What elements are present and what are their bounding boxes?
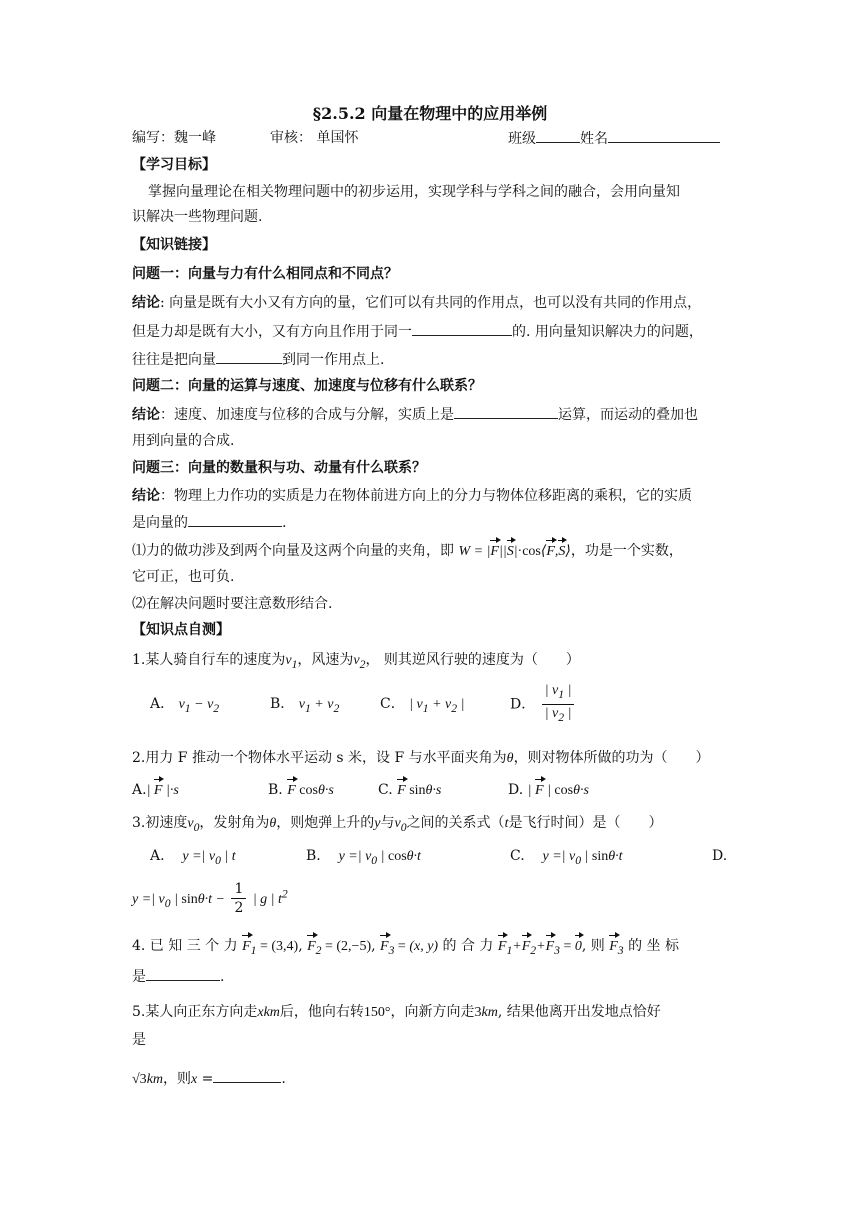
q4-text-b: 的 合 力: [442, 938, 494, 954]
author: 编写：魏一峰: [132, 130, 216, 146]
question-5-answer: √3km，则x = .: [132, 1068, 732, 1090]
q4-text-a: 4. 已 知 三 个 力: [132, 938, 238, 954]
blank-3[interactable]: [454, 404, 558, 419]
q3-text-e: 之间的关系式（: [406, 815, 505, 831]
q1-text-c: ， 则其逆风行驶的速度为（ ）: [365, 652, 580, 668]
problem3-title: 问题三：向量的数量积与功、动量有什么联系？: [132, 460, 426, 476]
q3-text-c: ，则炮弹上升的: [276, 815, 375, 831]
problem1-conclusion-2: [132, 321, 732, 342]
q3-text-f: 是飞行时间）是（ ）: [508, 815, 663, 831]
q3-text-a: 3.初速度: [132, 815, 188, 831]
option-label: C.: [378, 782, 393, 798]
goals-heading: 【学习目标】: [132, 157, 216, 173]
problem3-line1: ：物理上力作功的实质是力在物体前进方向上的分力与物体位移距离的乘积，它的实质: [160, 488, 692, 504]
option-label: C．: [380, 696, 405, 712]
class-label: 班级: [508, 131, 536, 147]
problem3-conclusion-1: [132, 486, 732, 506]
q1-option-b[interactable]: B． $v_1 + v_2$: [270, 696, 340, 715]
option-label: D．: [510, 696, 536, 713]
q3-text-d: 与: [380, 815, 395, 831]
links-heading: 【知识链接】: [132, 237, 216, 253]
q1-option-c[interactable]: C． | $v_1 + v_2$ |: [380, 696, 465, 715]
question-3: 3.初速度$v_0$，发射角为θ，则炮弹上升的y与$v_0$之间的关系式（t是飞行时间）是（ ）: [132, 815, 663, 834]
option-label: A．: [150, 696, 175, 712]
problem1-conclusion-3: [132, 349, 732, 370]
problem3-line2b: .: [282, 515, 287, 531]
q1-text-b: ，风速为: [297, 652, 354, 668]
blank-6[interactable]: [213, 1068, 281, 1083]
conclusion-label: 结论: [132, 488, 160, 504]
q3-option-c[interactable]: C. y =| $v_0$ | sinθ·t: [510, 848, 623, 867]
note1-b: ，功是一个实数，: [570, 543, 683, 559]
problem1-line3a: 往往是把向量: [132, 352, 216, 368]
question-5-cont: 是: [132, 1032, 146, 1048]
q4-text-c: , 则: [581, 938, 605, 954]
work-formula: W = |F||S|·cos⟨F,S⟩: [458, 544, 570, 559]
option-label: B．: [270, 696, 295, 712]
class-field: [508, 128, 720, 149]
note-1: [132, 541, 732, 562]
problem3-line2a: 是向量的: [132, 515, 188, 531]
q4-text-f: .: [220, 969, 225, 985]
option-label: D.: [712, 848, 728, 864]
question-2: 2.用力 F 推动一个物体水平运动 s 米，设 F 与水平面夹角为θ，则对物体所做的功为（ ）: [132, 750, 710, 766]
q2-option-a[interactable]: A.| F |·s: [132, 780, 179, 801]
problem3-conclusion-2: [132, 512, 732, 533]
q5-text-d: , 结果他离开出发地点恰好: [497, 1004, 661, 1020]
option-label: C.: [510, 848, 525, 864]
q5-text-g: .: [281, 1071, 286, 1087]
q1-text-a: 1.某人骑自行车的速度为: [132, 652, 286, 668]
question-4: 4. 已 知 三 个 力 $F_1 = (3,4)$, $F_2 = (2,-5)$, $F_3 = (x$, y) 的 合 力 $F_1+F_2+F_3 = 0$, 则 $F_3$ 的 坐 标: [132, 938, 679, 957]
problem2-title: 问题二：向量的运算与速度、加速度与位移有什么联系？: [132, 378, 482, 394]
problem1-line2b: 的. 用向量知识解决力的问题，: [512, 324, 703, 340]
q4-text-d: 的 坐 标: [628, 938, 679, 954]
blank-5[interactable]: [146, 966, 220, 981]
problem2-conclusion-1: [132, 404, 732, 425]
author-row: [132, 128, 732, 148]
q5-text-b: 后，他向右转: [279, 1004, 364, 1020]
note-2: ⑵在解决问题时要注意数形结合.: [132, 596, 333, 612]
question-4-cont: [132, 966, 732, 987]
q3-option-a[interactable]: A. y =| $v_0$ | t: [150, 848, 236, 867]
q3-option-d-label[interactable]: [712, 846, 727, 866]
name-label: 姓名: [580, 131, 608, 147]
note1-a: ⑴力的做功涉及到两个向量及这两个向量的夹角，即: [132, 543, 454, 559]
q1-option-d[interactable]: D． $\frac{| v_1 |}{| v_2 |}$: [510, 682, 576, 727]
problem1-line3b: 到同一作用点上.: [282, 352, 385, 368]
conclusion-label: 结论: [132, 295, 160, 311]
page-title: §2.5.2 向量在物理中的应用举例: [312, 104, 548, 123]
goals-text-2: 识解决一些物理问题.: [132, 209, 263, 225]
class-blank[interactable]: [536, 128, 580, 143]
q2-option-c[interactable]: C. F sinθ·s: [378, 780, 441, 801]
q5-text-f: ，则: [163, 1071, 192, 1087]
blank-1[interactable]: [412, 321, 512, 336]
q3-option-d[interactable]: y =| $v_0$ | sinθ·t − $\frac{1}{2}$ | g | $t^2$: [132, 881, 288, 916]
problem2-line1b: 运算，而运动的叠加也: [558, 407, 698, 423]
conclusion-label: 结论: [132, 407, 160, 423]
option-label: D.: [508, 782, 524, 798]
q1-option-a[interactable]: A． $v_1 - v_2$: [150, 696, 220, 715]
problem2-conclusion-2: 用到向量的合成.: [132, 433, 235, 449]
problem2-line1a: ：速度、加速度与位移的合成与分解，实质上是: [160, 407, 454, 423]
blank-2[interactable]: [216, 349, 282, 364]
reviewer: 审核： 单国怀: [270, 130, 359, 146]
q2-option-b[interactable]: B. F cosθ·s: [268, 780, 334, 801]
q4-text-e: 是: [132, 969, 146, 985]
problem1-title: 问题一：向量与力有什么相同点和不同点？: [132, 266, 398, 282]
option-label: B.: [268, 782, 283, 798]
question-1: 1.某人骑自行车的速度为$v_1$，风速为$v_2$， 则其逆风行驶的速度为（ ）: [132, 652, 580, 671]
problem1-conclusion-1: [132, 293, 732, 313]
self-test-heading: 【知识点自测】: [132, 622, 230, 638]
note-1-cont: 它可正，也可负.: [132, 569, 235, 585]
q3-text-b: ，发射角为: [199, 815, 270, 831]
q5-text-c: ，向新方向走: [390, 1004, 475, 1020]
goals-text-1: 掌握向量理论在相关物理问题中的初步运用，实现学科与学科之间的融合，会用向量知: [148, 184, 680, 200]
name-blank[interactable]: [608, 128, 720, 143]
blank-4[interactable]: [188, 512, 282, 527]
problem1-line1: : 向量是既有大小又有方向的量，它们可以有共同的作用点，也可以没有共同的作用点，: [160, 295, 702, 311]
question-5: 5.某人向正东方向走xkm后，他向右转150°，向新方向走3km, 结果他离开出发地点恰好: [132, 1004, 661, 1020]
q2-option-d[interactable]: D. | F | cosθ·s: [508, 780, 589, 801]
q2-text-a: 2.用力 F 推动一个物体水平运动 s 米，设 F 与水平面夹角为: [132, 750, 507, 766]
q5-text-a: 5.某人向正东方向走: [132, 1004, 258, 1020]
q3-option-b[interactable]: B. y =| $v_0$ | cosθ·t: [306, 848, 421, 867]
q2-text-b: ，则对物体所做的功为（ ）: [513, 750, 710, 766]
problem1-line2a: 但是力却是既有大小，又有方向且作用于同一: [132, 324, 412, 340]
option-label: A.: [132, 782, 147, 798]
option-label: B.: [306, 848, 321, 864]
option-label: A.: [150, 848, 165, 864]
